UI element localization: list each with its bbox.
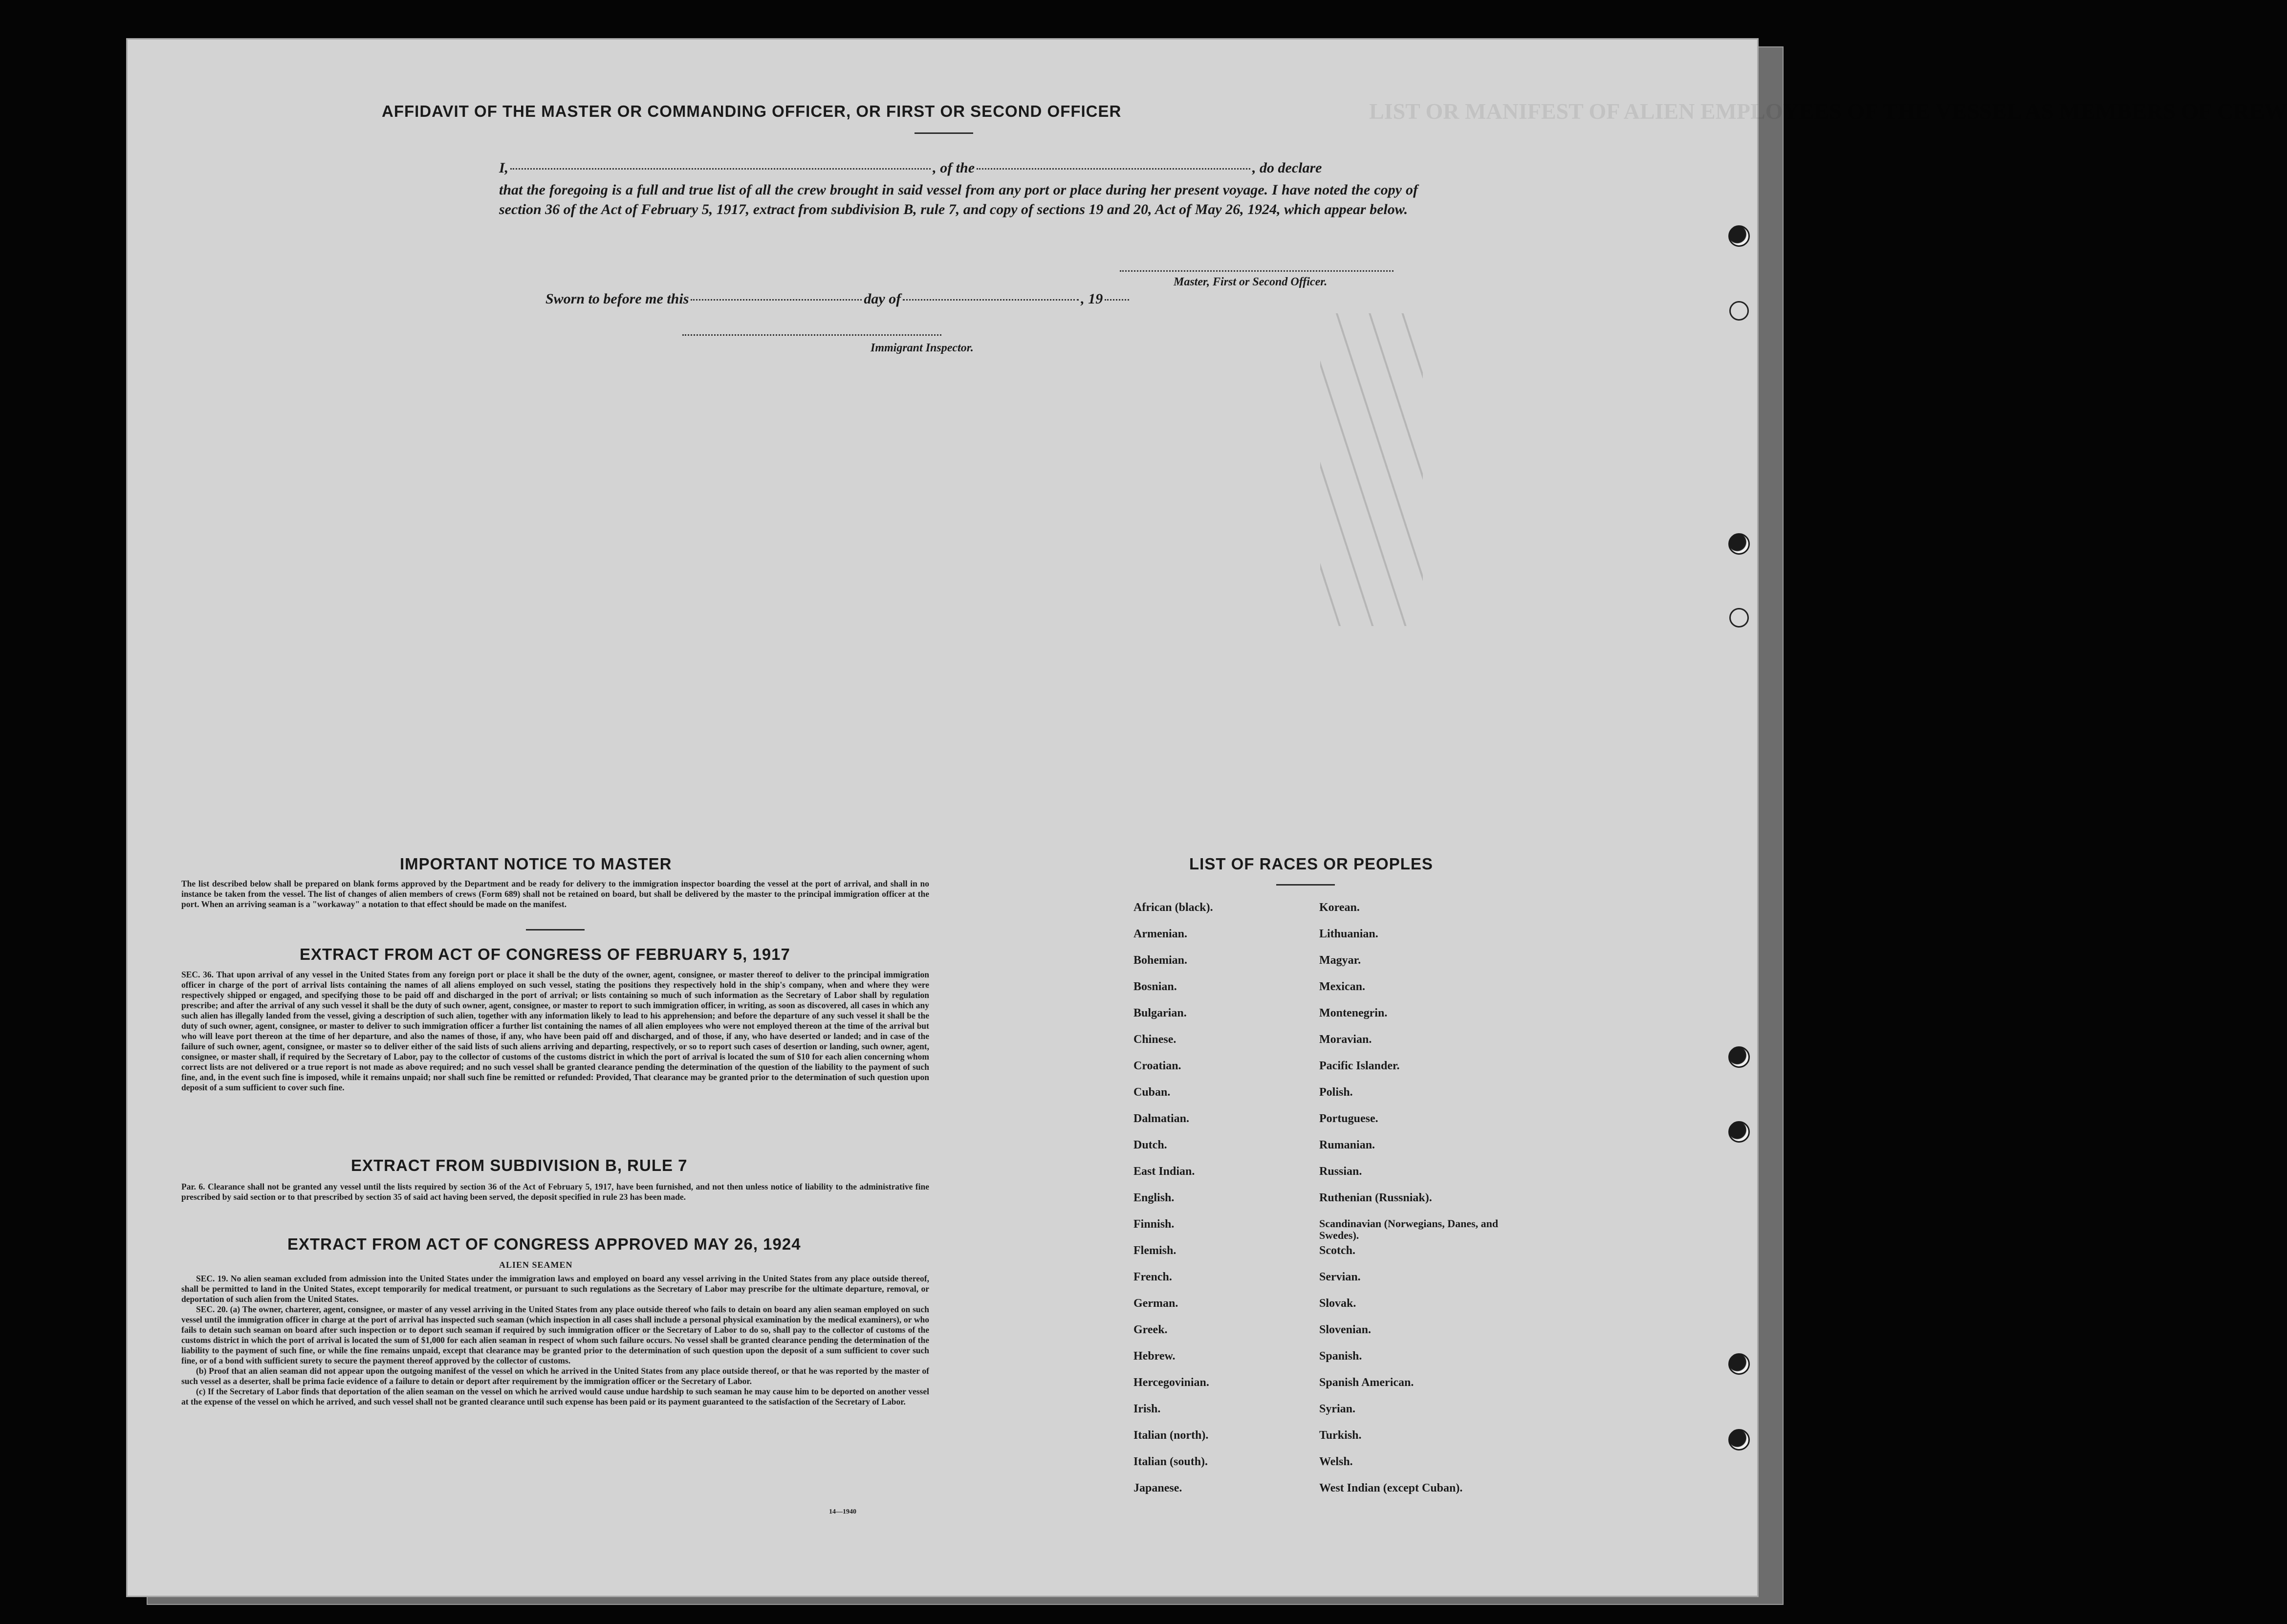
sworn-date-field[interactable] <box>691 299 862 301</box>
sworn-month-field[interactable] <box>903 299 1079 301</box>
binder-hole <box>1728 1121 1750 1143</box>
race-entry: Syrian. <box>1319 1403 1356 1415</box>
race-entry: Turkish. <box>1319 1429 1362 1442</box>
race-entry: Chinese. <box>1133 1033 1176 1046</box>
sworn-label: Sworn to before me this <box>545 291 689 307</box>
race-entry: Hercegovinian. <box>1133 1376 1209 1389</box>
affidavit-line-1 <box>499 160 1322 176</box>
races-title-rule <box>1276 884 1335 886</box>
sec-20a-paragraph: SEC. 20. (a) The owner, charterer, agent, consignee, or master of any vessel arriving in the United States from any place outside thereof who fails to detain on board any alien seaman employed on such vessel until the immigration officer in charge at the port of arrival has inspected such seaman (which inspection in all cases shall include a personal physical examination by the medical examiners), or who fails to detain such seaman on board after such inspection or to deport such seaman if required by such immigration officer or the Secretary of Labor to do so, shall pay to the collector of customs of the customs district in which the port of arrival is located the sum of $1,000 for each alien seaman in respect of whom such failure occurs. No vessel shall be granted clearance pending the determination of the liability to the payment of such fine, or while the fine remains unpaid, except that clearance may be granted prior to the determination of such question upon the deposit of a sum sufficient to cover such fine, or of a bond with sufficient surety to secure the payment thereof approved by the collector of customs. <box>181 1304 929 1365</box>
race-entry: Moravian. <box>1319 1033 1372 1046</box>
binder-hole <box>1728 1353 1750 1375</box>
sec-20b-paragraph: (b) Proof that an alien seaman did not appear upon the outgoing manifest of the vessel on which he arrived in the United States from any place outside thereof, or that he was reported by the master of such vessel as a deserter, shall be prima facie evidence of a failure to detain or deport after requirement by the immigration officer or the Secretary of Labor. <box>181 1366 929 1386</box>
race-entry: Pacific Islander. <box>1319 1060 1400 1072</box>
binder-hole <box>1728 1429 1750 1451</box>
race-entry: Scotch. <box>1319 1244 1355 1257</box>
manifest-page <box>126 38 2287 1597</box>
binder-hole <box>1729 301 1749 321</box>
affidavit-title: AFFIDAVIT OF THE MASTER OR COMMANDING OFFICER, OR FIRST OR SECOND OFFICER <box>382 102 1122 120</box>
race-entry: Spanish. <box>1319 1350 1362 1363</box>
races-left-column <box>1133 901 1339 1508</box>
race-entry: Ruthenian (Russniak). <box>1319 1191 1432 1204</box>
of-the-label: , of the <box>933 160 975 176</box>
race-entry: Greek. <box>1133 1323 1168 1336</box>
race-entry: Polish. <box>1319 1086 1353 1099</box>
inspector-signature-label: Immigrant Inspector. <box>871 342 974 354</box>
race-entry: African (black). <box>1133 901 1213 914</box>
race-entry: Dalmatian. <box>1133 1112 1189 1125</box>
race-entry: Montenegrin. <box>1319 1007 1388 1019</box>
race-entry: Scandinavian (Norwegians, Danes, and Swedes). <box>1319 1217 1499 1241</box>
binder-hole <box>1729 608 1749 628</box>
race-entry: Dutch. <box>1133 1139 1167 1151</box>
binder-hole <box>1728 225 1750 247</box>
alien-seamen-subtitle: ALIEN SEAMEN <box>499 1260 573 1270</box>
extract-rule7-title: EXTRACT FROM SUBDIVISION B, RULE 7 <box>351 1156 688 1174</box>
race-entry: Italian (south). <box>1133 1455 1208 1468</box>
race-entry: Finnish. <box>1133 1218 1175 1231</box>
master-signature-label: Master, First or Second Officer. <box>1174 276 1328 288</box>
races-title: LIST OF RACES OR PEOPLES <box>1189 855 1433 873</box>
race-entry: Portuguese. <box>1319 1112 1378 1125</box>
extract-1917-title: EXTRACT FROM ACT OF CONGRESS OF FEBRUARY 5, 1917 <box>300 945 790 963</box>
race-entry: Bosnian. <box>1133 980 1177 993</box>
affidavit-paragraph: that the foregoing is a full and true list of all the crew brought in said vessel from any port or place during her present voyage. I have noted the copy of section 36 of the Act of February 5, 1917, extract from subdivision B, rule 7, and copy of sections 19 and 20, Act of May 26, 1924, which appear below. <box>499 182 1418 217</box>
name-field[interactable] <box>510 168 931 170</box>
races-right-column <box>1319 901 1525 1508</box>
race-entry: Russian. <box>1319 1165 1362 1178</box>
form-number: 14—1940 <box>829 1508 856 1516</box>
race-entry: English. <box>1133 1191 1175 1204</box>
race-entry: French. <box>1133 1271 1172 1283</box>
vessel-field[interactable] <box>977 168 1250 170</box>
extract-1924-title: EXTRACT FROM ACT OF CONGRESS APPROVED MAY 26, 1924 <box>287 1235 801 1253</box>
binder-hole <box>1728 533 1750 555</box>
race-entry: Croatian. <box>1133 1060 1181 1072</box>
race-entry: Lithuanian. <box>1319 928 1378 940</box>
sworn-line <box>545 291 1131 307</box>
race-entry: Slovak. <box>1319 1297 1356 1310</box>
inspector-signature-line[interactable] <box>682 334 941 336</box>
master-signature-line[interactable] <box>1120 270 1394 272</box>
bleed-through-hatching <box>1320 313 1423 626</box>
race-entry: Armenian. <box>1133 928 1187 940</box>
year-label: , 19 <box>1081 291 1103 307</box>
race-entry: Bulgarian. <box>1133 1007 1187 1019</box>
notice-title: IMPORTANT NOTICE TO MASTER <box>400 855 672 873</box>
sec-19-paragraph: SEC. 19. No alien seaman excluded from admission into the United States under the immigration laws and employed on board any vessel arriving in the United States from any place outside thereof, shall be permitted to land in the United States, except temporarily for medical treatment, or pursuant to such regulations as the Secretary of Labor may prescribe for the ultimate departure, removal, or deportation of such alien from the United States. <box>181 1274 929 1304</box>
race-entry: Rumanian. <box>1319 1139 1375 1151</box>
affidavit-title-rule <box>915 132 973 134</box>
race-entry: Bohemian. <box>1133 954 1188 967</box>
race-entry: Irish. <box>1133 1403 1161 1415</box>
sec-20c-paragraph: (c) If the Secretary of Labor finds that deportation of the alien seaman on the vessel on which he arrived would cause undue hardship to such seaman he may cause him to be deported on another vessel at the expense of the vessel on which he arrived, and such vessel shall not be granted clearance until such expense has been paid or its payment guaranteed to the satisfaction of the Secretary of Labor. <box>181 1386 929 1407</box>
race-entry: Servian. <box>1319 1271 1361 1283</box>
day-of-label: day of <box>864 291 901 307</box>
race-entry: Japanese. <box>1133 1482 1182 1494</box>
notice-text: The list described below shall be prepared on blank forms approved by the Department and be ready for delivery to the immigration inspector boarding the vessel at the port of arrival, and shall in no instance be taken from the vessel. The list of changes of alien members of crews (Form 689) shall not be retained on board, but shall be delivered by the master to the principal immigration officer at the port. When an arriving seaman is a "workaway" a notation to that effect should be made on the manifest. <box>181 879 929 909</box>
race-entry: East Indian. <box>1133 1165 1195 1178</box>
race-entry: Mexican. <box>1319 980 1365 993</box>
race-entry: Spanish American. <box>1319 1376 1414 1389</box>
extract-rule7-text: Par. 6. Clearance shall not be granted any vessel until the lists required by section 36 of the Act of February 5, 1917, have been furnished, and not then unless notice of liability to the administrative fine prescribed by said section or to that prescribed by section 35 of said act having been served, the deposit specified in rule 23 has been made. <box>181 1182 929 1202</box>
race-entry: Italian (north). <box>1133 1429 1209 1442</box>
sworn-year-field[interactable] <box>1105 299 1129 301</box>
do-declare-label: , do declare <box>1252 160 1322 176</box>
binder-hole <box>1728 1046 1750 1068</box>
extract-1917-text: SEC. 36. That upon arrival of any vessel in the United States from any foreign port or place it shall be the duty of the owner, agent, consignee, or master thereof to deliver to the principal immigration officer in charge of the port of arrival lists containing the names of all aliens employed on such vessel, stating the positions they respectively hold in the ship's company, when and where they were respectively shipped or engaged, and specifying those to be paid off and discharged in the port of arrival; or lists containing so much of such information as the Secretary of Labor shall by regulation prescribe; and after the arrival of any such vessel it shall be the duty of such owner, agent, consignee, or master to report to such immigration officer, in writing, as soon as discovered, all cases in which any such alien has illegally landed from the vessel, giving a description of such alien, together with any information likely to lead to his apprehension; and before the departure of any such vessel it shall be the duty of such owner, agent, consignee, or master to deliver to such immigration officer a further list containing the names of all alien employees who were not employed thereon at the time of the arrival but who will leave port thereon at the time of her departure, and also the names of those, if any, who have been paid off and discharged, and of those, if any, who have deserted or landed; and in case of the failure of such owner, agent, consignee, or master so to deliver either of the said lists of such aliens arriving and departing, respectively, or so to report such cases of desertion or landing, such owner, agent, consignee, or master shall, if required by the Secretary of Labor, pay to the collector of customs of the customs district in which the port of arrival is located the sum of $10 for each alien concerning whom correct lists are not delivered or a true report is not made as above required; and no such vessel shall be granted clearance pending the determination of the question of the liability to the payment of such fine, and, in the event such fine is imposed, while it remains unpaid; nor shall such fine be remitted or refunded: Provided, That clearance may be granted prior to the determination of such question upon deposit of a sum sufficient to cover such fine. <box>181 970 929 1092</box>
race-entry: Hebrew. <box>1133 1350 1176 1363</box>
race-entry: West Indian (except Cuban). <box>1319 1482 1463 1494</box>
affidavit-i-label: I, <box>499 160 509 176</box>
race-entry: Magyar. <box>1319 954 1361 967</box>
notice-rule <box>526 929 585 931</box>
race-entry: Flemish. <box>1133 1244 1176 1257</box>
race-entry: Welsh. <box>1319 1455 1353 1468</box>
race-entry: Cuban. <box>1133 1086 1171 1099</box>
race-entry: Slovenian. <box>1319 1323 1372 1336</box>
extract-1924-text <box>181 1274 929 1407</box>
race-entry: Korean. <box>1319 901 1360 914</box>
race-entry: German. <box>1133 1297 1178 1310</box>
bleed-through-mark: LIST OR MANIFEST OF ALIEN EMPLOYEES OF THE VESSEL AS MEMBERS OF CREW <box>1369 99 2287 124</box>
